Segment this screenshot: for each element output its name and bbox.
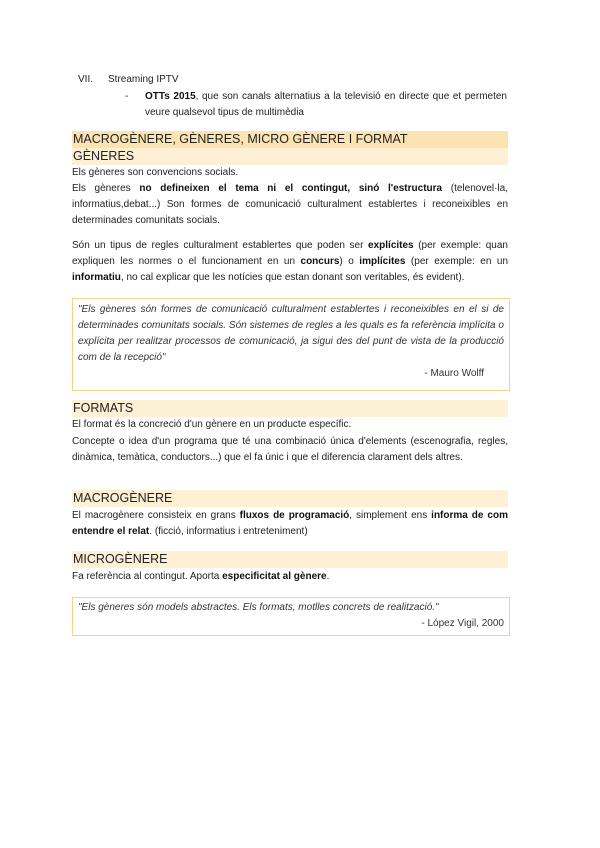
- generes-p3-explicites: explícites: [368, 240, 414, 251]
- macrogenere-p: [72, 508, 508, 540]
- generes-quote-box: [72, 298, 510, 391]
- main-title: MACROGÈNERE, GÈNERES, MICRO GÈNERE I FORMAT: [72, 131, 508, 148]
- microgenere-quote-author: - López Vigil, 2000: [421, 618, 504, 629]
- generes-p3-a: Són un tipus de regles culturalment establertes que poden ser: [72, 240, 369, 251]
- generes-p2-a: Els gèneres: [72, 183, 140, 194]
- formats-p1: El format és la concreció d'un gènere en un producte específic.: [72, 419, 352, 430]
- list-subitem-text: , que son canals alternatius a la televisió en directe que et permeten veure qualsevol tipus de multimèdia: [145, 91, 507, 118]
- generes-p3-informatiu: informatiu: [72, 272, 121, 283]
- list-subitem: [145, 89, 507, 121]
- generes-p3: [72, 238, 508, 286]
- microgenere-heading: MICROGÈNERE: [72, 551, 508, 568]
- macrogenere-p-bold2: informa de com entendre el relat: [72, 510, 508, 537]
- microgenere-p-bold: especificitat al gènere: [222, 571, 327, 582]
- generes-p3-implicites: implícites: [359, 256, 406, 267]
- microgenere-p: [72, 569, 508, 585]
- macrogenere-p-e: . (ficció, informatius i entreteniment): [149, 526, 308, 537]
- microgenere-p-c: .: [326, 571, 330, 582]
- generes-p1: Els gèneres son convencions socials.: [72, 167, 239, 178]
- formats-heading: FORMATS: [72, 400, 508, 417]
- generes-p3-e: ) o: [339, 256, 360, 267]
- generes-quote-text: "Els gèneres són formes de comunicació culturalment establertes i reconeixibles en el si de determinades comunitats socials. Són sistemes de regles a les quals es fa referència implícita o explícita per realitzar processos de comunicació, ja sigui des del punt de vista de la producció com de la recepció": [78, 304, 504, 363]
- macrogenere-p-bold1: fluxos de programació: [239, 510, 350, 521]
- generes-p3-concurs: concurs: [300, 256, 340, 267]
- macrogenere-p-a: El macrogènere consisteix en grans: [72, 510, 240, 521]
- list-title: Streaming IPTV: [108, 74, 179, 85]
- macrogenere-heading: MACROGÈNERE: [72, 490, 508, 507]
- generes-p2-c: (telenovel·la, informatius,debat...) Son formes de comunicació culturalment establertes i reconeixibles en determinades comunitats socials.: [72, 183, 508, 226]
- microgenere-quote-text: "Els gèneres són models abstractes. Els formats, motlles concrets de realització.": [78, 602, 439, 613]
- generes-p3-i: , no cal explicar que les notícies que estan donant son veritables, és evident).: [120, 272, 465, 283]
- generes-p2: [72, 181, 508, 229]
- list-dash: -: [125, 91, 129, 102]
- generes-p3-c: (per exemple: quan expliquen les normes o el funcionament en un: [72, 240, 508, 267]
- generes-quote-author: - Mauro Wolff: [424, 368, 484, 379]
- list-subitem-bold: OTTs 2015: [145, 91, 196, 102]
- generes-p3-g: (per exemple: en un: [405, 256, 509, 267]
- microgenere-quote-box: [72, 597, 510, 636]
- formats-p2: Concepte o idea d'un programa que té una combinació única d'elements (escenografia, regles, dinàmica, temàtica, conductors...) que el fa únic i que el diferencia clarament dels altres.: [72, 436, 508, 463]
- generes-p2-bold: no defineixen el tema ni el contingut, sinó l'estructura: [139, 183, 443, 194]
- list-numeral: VII.: [78, 74, 94, 85]
- generes-heading: GÈNERES: [72, 148, 508, 165]
- microgenere-p-a: Fa referència al contingut. Aporta: [72, 571, 223, 582]
- macrogenere-p-c: , simplement ens: [349, 510, 432, 521]
